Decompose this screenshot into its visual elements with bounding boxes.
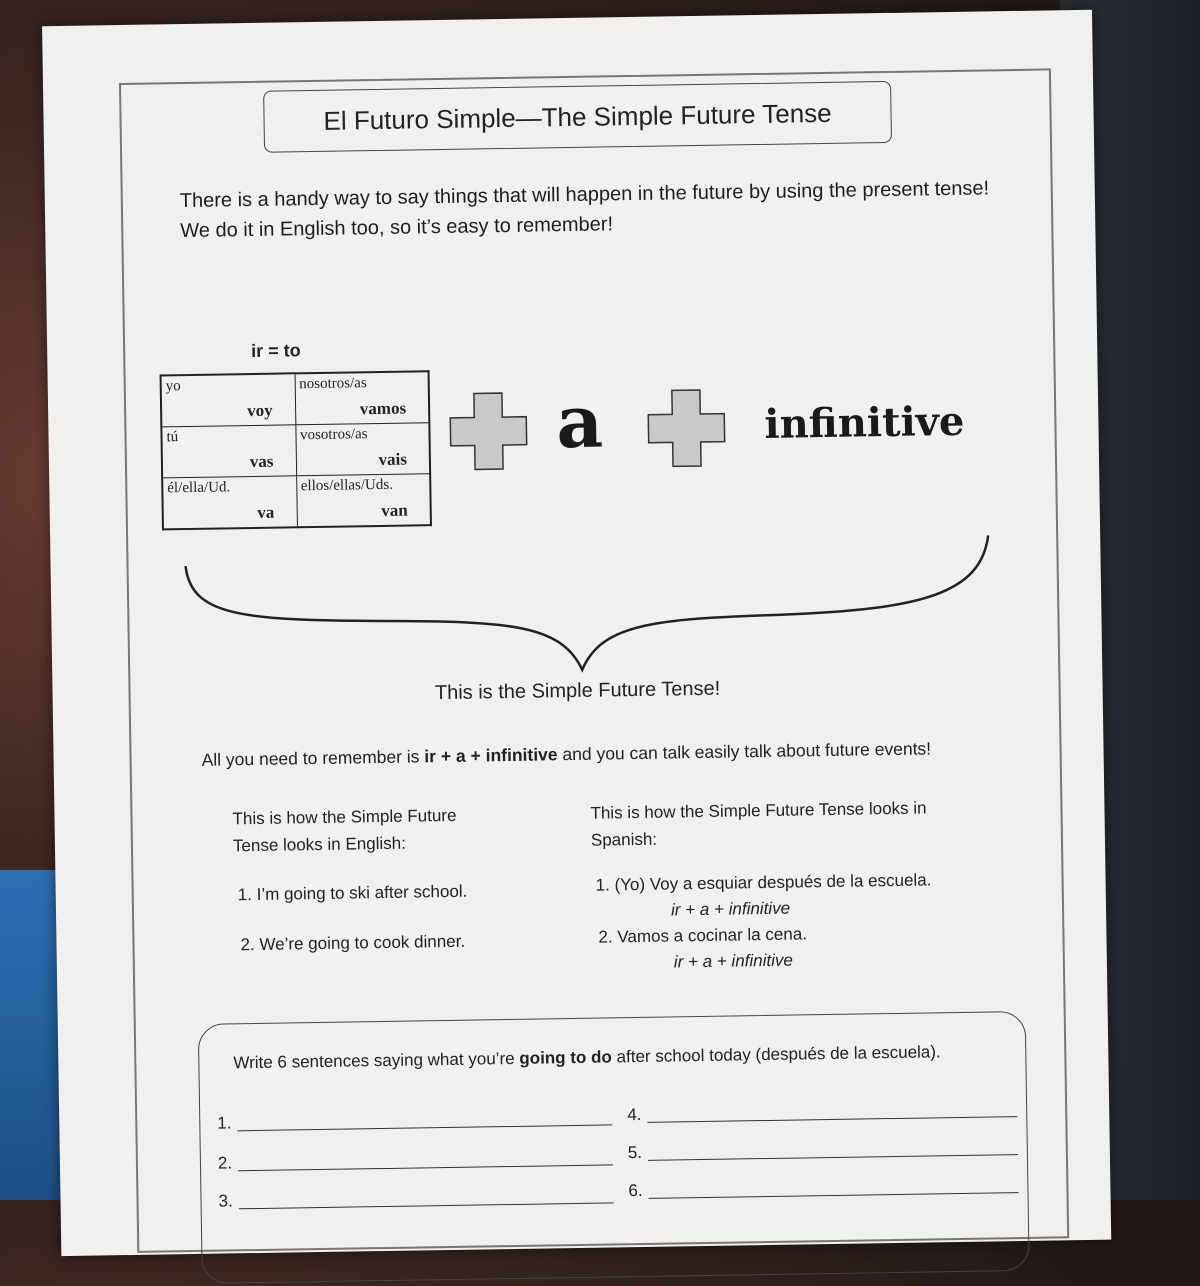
blank-number: 4. — [627, 1104, 642, 1125]
blank-number: 3. — [218, 1191, 233, 1211]
conjugation-cell — [295, 371, 430, 425]
conjugation-cell — [161, 425, 296, 478]
conjugation-cell — [161, 373, 296, 427]
conjugation-cell — [162, 476, 297, 530]
spanish-example: 1. (Yo) Voy a esquiar después de la escuela. — [595, 870, 932, 895]
formula-a: a — [555, 378, 604, 465]
curly-brace-icon — [180, 533, 992, 681]
spanish-heading: This is how the Simple Future Tense looks in Spanish: — [590, 798, 927, 850]
blank-number: 2. — [217, 1153, 233, 1173]
remember-formula: ir + a + infinitive — [424, 744, 558, 767]
conjugation-cell — [295, 423, 430, 476]
remember-text: and you can talk easily talk about future events! — [557, 738, 932, 765]
formula-note: ir + a + infinitive — [670, 898, 791, 920]
english-example: 2. We’re going to cook dinner. — [240, 931, 466, 955]
verb-form: voy — [246, 400, 273, 421]
answer-blank[interactable] — [217, 1113, 231, 1133]
answer-blank[interactable] — [218, 1191, 232, 1211]
verb-form: va — [257, 502, 275, 522]
remember-text: All you need to remember is — [201, 746, 425, 770]
verb-form: van — [381, 500, 408, 520]
page-title: El Futuro Simple—The Simple Future Tense — [323, 97, 832, 136]
answer-blank[interactable] — [627, 1105, 641, 1125]
pronoun: tú — [166, 429, 179, 446]
formula-note: ir + a + infinitive — [673, 950, 794, 972]
formula-infinitive: infinitive — [764, 397, 965, 448]
intro-text: There is a handy way to say things that will happen in the future by using the present tense! We do it in English too, so it’s easy to remember! — [179, 177, 990, 243]
blank-number: 1. — [217, 1113, 232, 1133]
english-heading: This is how the Simple Future Tense looks in English: — [232, 805, 457, 856]
answer-blank[interactable] — [628, 1181, 642, 1201]
conjugation-cell — [296, 474, 431, 528]
pronoun: yo — [165, 378, 181, 395]
worksheet-page — [42, 10, 1111, 1256]
pronoun: él/ella/Ud. — [167, 479, 231, 497]
answer-blank[interactable] — [218, 1153, 232, 1173]
pronoun: nosotros/as — [299, 375, 367, 393]
blank-number: 5. — [627, 1142, 643, 1163]
verb-form: vais — [378, 449, 408, 470]
verb-form: vas — [249, 451, 274, 472]
english-example: 1. I’m going to ski after school. — [237, 881, 468, 905]
prompt-text: Write 6 sentences saying what you’re — [233, 1048, 520, 1073]
pronoun: ellos/ellas/Uds. — [300, 476, 394, 495]
prompt-text: after school today (después de la escuela). — [611, 1042, 941, 1067]
spanish-example: 2. Vamos a cocinar la cena. — [598, 924, 808, 947]
prompt-bold: going to do — [519, 1047, 613, 1068]
pronoun: vosotros/as — [299, 426, 368, 444]
blank-number: 6. — [628, 1180, 643, 1201]
simple-future-label: This is the Simple Future Tense! — [434, 677, 721, 705]
plus-icon — [448, 391, 529, 472]
answer-blank[interactable] — [628, 1143, 642, 1163]
verb-form: vamos — [359, 398, 407, 419]
conjugation-table — [160, 370, 432, 530]
plus-icon — [646, 388, 727, 469]
ir-label: ir = to — [251, 340, 301, 362]
title-box — [263, 81, 892, 153]
